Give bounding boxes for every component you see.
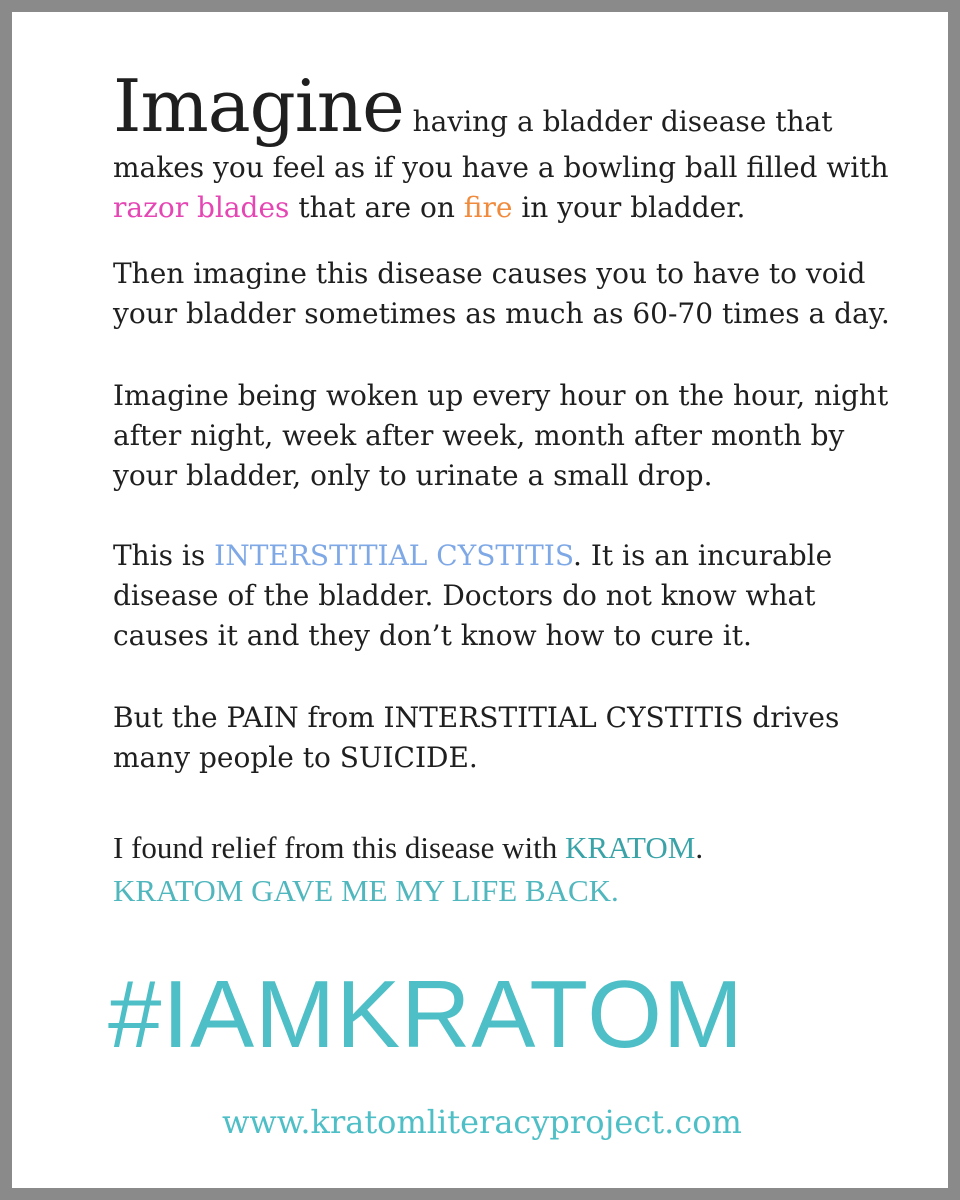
poster-sheet: [12, 12, 948, 1188]
line-text: in your bladder.: [512, 191, 746, 224]
kratom-highlight: KRATOM: [564, 830, 696, 865]
line-text: This is: [113, 539, 215, 572]
fire-highlight: fire: [463, 191, 513, 224]
line-text: I found relief from this disease with: [113, 830, 565, 865]
line-text: your bladder, only to urinate a small drop.: [113, 459, 713, 492]
interstitial-cystitis-highlight: INTERSTITIAL CYSTITIS: [214, 539, 574, 572]
line-text: Then imagine this disease causes you to have to void: [113, 257, 866, 290]
imagine-headline: Imagine: [113, 64, 404, 148]
line-text: many people to SUICIDE.: [113, 741, 478, 774]
line-text: makes you feel as if you have a bowling ball filled with: [113, 151, 889, 184]
hashtag-iamkratom: #IAMKRATOM: [108, 961, 744, 1068]
line-text: Imagine being woken up every hour on the hour, night: [113, 379, 889, 412]
line-text: But the PAIN from INTERSTITIAL CYSTITIS drives: [113, 701, 840, 734]
line: [113, 826, 703, 869]
paragraph-relief: [113, 826, 703, 912]
line-text: that are on: [289, 191, 464, 224]
paragraph-frequency: [113, 254, 890, 334]
line-text: having a bladder disease that: [403, 105, 833, 138]
line: [113, 188, 889, 228]
paragraph-sleep: [113, 376, 888, 496]
website-url: www.kratomliteracyproject.com: [222, 1103, 742, 1141]
line-text: disease of the bladder. Doctors do not know what: [113, 579, 816, 612]
line: [113, 536, 832, 576]
line: [113, 64, 889, 148]
razor-blades-highlight: razor blades: [113, 191, 290, 224]
paragraph-diagnosis: [113, 536, 832, 656]
line-text: causes it and they don’t know how to cure it.: [113, 619, 752, 652]
line-text: your bladder sometimes as much as 60-70 times a day.: [113, 297, 890, 330]
kratom-life-back: KRATOM GAVE ME MY LIFE BACK.: [113, 873, 619, 908]
paragraph-imagine-pain: [113, 64, 889, 228]
paragraph-suicide: [113, 698, 839, 778]
line-text: .: [695, 830, 704, 865]
line-text: . It is an incurable: [573, 539, 833, 572]
line-text: after night, week after week, month after month by: [113, 419, 845, 452]
